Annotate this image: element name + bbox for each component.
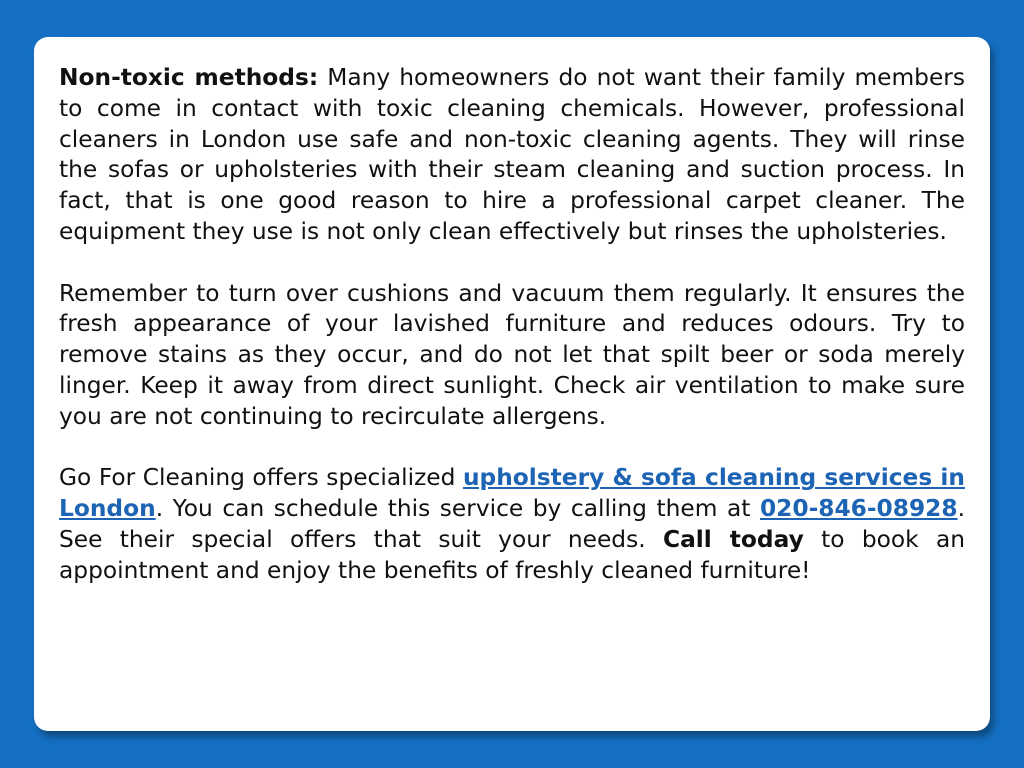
paragraph-lead-heading: Non-toxic methods: <box>59 64 319 91</box>
paragraph-text: Remember to turn over cushions and vacuum them regularly. It ensures the fresh appearance of your lavished furniture and reduces odours. Try to remove stains as they occur, and do not let that spilt beer or soda merely linger. Keep it away from direct sunlight. Check air ventilation to make sure you are not continuing to recirculate allergens. <box>59 279 965 430</box>
paragraph-call-to-action <box>59 463 965 586</box>
paragraph-care-tips <box>59 279 965 433</box>
paragraph-text: to book an appointment and enjoy the benefits of freshly cleaned furniture! <box>59 525 966 584</box>
paragraph-text: Many homeowners do not want their family members to come in contact with toxic cleaning chemicals. However, professional cleaners in London use safe and non-toxic cleaning agents. They will rinse the sofas or upholsteries with their steam cleaning and suction process. In fact, that is one good reason to hire a professional carpet cleaner. The equipment they use is not only clean effectively but rinses the upholsteries. <box>59 64 966 245</box>
paragraph-text: Go For Cleaning offers specialized <box>59 464 463 492</box>
paragraph-non-toxic-methods <box>59 63 965 248</box>
article-body <box>59 63 965 617</box>
paragraph-text: . See their special offers that suit your needs. <box>59 495 965 553</box>
content-card <box>34 37 990 731</box>
phone-link[interactable]: 020-846-08928 <box>759 495 958 523</box>
call-today-emphasis: Call today <box>662 525 804 553</box>
paragraph-text: . You can schedule this service by calling them at <box>155 495 760 523</box>
service-link[interactable]: upholstery & sofa cleaning services in London <box>59 464 965 523</box>
